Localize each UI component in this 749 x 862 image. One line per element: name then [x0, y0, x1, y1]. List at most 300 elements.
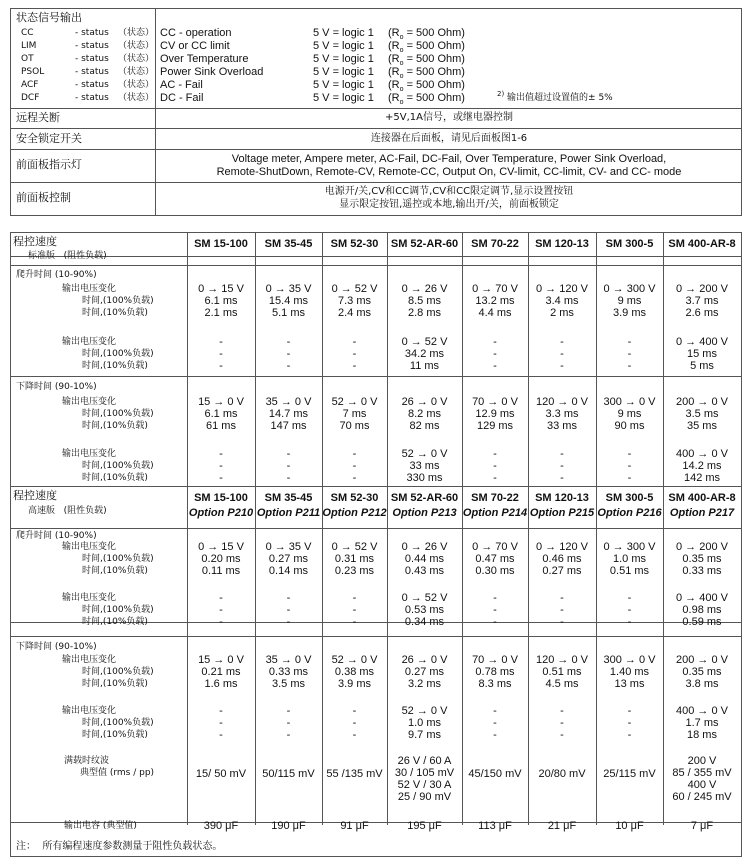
ripple-value: 25 / 90 mV [397, 791, 452, 803]
resistance-value: = 500 Ohm) [403, 79, 465, 91]
data-cell: - [352, 448, 357, 460]
data-cell: - [560, 348, 564, 360]
status-text: - status [75, 41, 109, 51]
row-label-100: 时间,(100%负载) [82, 461, 154, 471]
data-cell: 35 → 0 V [265, 654, 312, 666]
status-code: OT [21, 54, 34, 64]
data-cell: 70 ms [339, 420, 370, 432]
data-cell: 18 ms [687, 729, 717, 741]
ripple-value: 15/ 50 mV [195, 768, 247, 780]
data-cell: 7 ms [342, 408, 367, 420]
data-cell: 8.2 ms [407, 408, 441, 420]
data-cell: - [560, 448, 564, 460]
capacitance-label: 输出电容 (典型值) [64, 821, 137, 831]
resistance-prefix: (R [388, 40, 400, 52]
controls-line-2: 显示限定按钮,遥控或本地,输出开/关，前面板锁定 [339, 199, 559, 210]
resistance [388, 40, 465, 55]
data-cell: - [560, 729, 564, 741]
data-cell: 14.7 ms [268, 408, 309, 420]
data-cell: 82 ms [409, 420, 440, 432]
logic-level: 5 V = logic 1 [313, 92, 374, 104]
data-cell: 3.5 ms [271, 678, 305, 690]
resistance-prefix: (R [388, 66, 400, 78]
row-label-100: 时间,(100%负载) [82, 349, 154, 359]
interlock-value: 连接器在后面板，请见后面板图1-6 [370, 133, 528, 144]
capacitance-value: 113 μF [478, 820, 512, 832]
row-label-10: 时间,(10%负载) [82, 730, 148, 740]
status-desc: DC - Fail [160, 92, 204, 104]
model-header: SM 300-5 [605, 238, 654, 250]
model-header: SM 120-13 [535, 238, 589, 250]
data-cell: 9.7 ms [407, 729, 441, 741]
data-cell: 0.78 ms [475, 666, 515, 678]
data-cell: 300 → 0 V [603, 396, 656, 408]
data-cell: 0 → 200 V [676, 283, 728, 295]
data-cell: 0.44 ms [404, 553, 445, 565]
resistance [388, 27, 465, 42]
status-desc: Over Temperature [160, 53, 249, 65]
deviation-note [497, 92, 613, 104]
data-cell: - [352, 472, 357, 484]
capacitance-value: 10 μF [615, 820, 644, 832]
data-cell: 1.7 ms [685, 717, 719, 729]
data-cell: 3.7 ms [685, 295, 719, 307]
status-cn: （状态） [118, 67, 155, 77]
data-cell: 52 → 0 V [401, 705, 448, 717]
data-cell: 70 → 0 V [472, 654, 518, 666]
data-cell: 0 → 70 V [472, 283, 518, 295]
data-cell: - [219, 717, 223, 729]
indicators-line-1: Voltage meter, Ampere meter, AC-Fail, DC-Fail, Over Temperature, Power Sink Overload, [231, 153, 667, 165]
row-label-10: 时间,(10%负载) [82, 473, 148, 483]
data-cell: 7.3 ms [337, 295, 371, 307]
data-cell: 0.27 ms [268, 553, 309, 565]
model-header: SM 70-22 [471, 238, 519, 250]
data-cell: - [352, 460, 357, 472]
table-title: 程控速度 [13, 489, 57, 502]
data-cell: 0 → 300 V [603, 541, 656, 553]
deviation-note-text: 输出值超过设置值的± 5% [504, 93, 613, 103]
data-cell: - [627, 616, 632, 628]
status-title: 状态信号输出 [16, 11, 82, 24]
resistance [388, 66, 465, 81]
resistance-value: = 500 Ohm) [403, 92, 465, 104]
data-cell: - [627, 360, 632, 372]
data-cell: 147 ms [270, 420, 307, 432]
row-label-100: 时间,(100%负载) [82, 296, 154, 306]
data-cell: - [219, 604, 223, 616]
data-cell: - [493, 604, 497, 616]
status-desc: CV or CC limit [160, 40, 230, 52]
data-cell: 35 → 0 V [265, 396, 312, 408]
data-cell: 142 ms [683, 472, 721, 484]
model-header: SM 52-30 [330, 238, 379, 250]
data-cell: 0 → 52 V [331, 283, 378, 295]
ripple-value: 20/80 mV [538, 768, 586, 780]
data-cell: - [286, 360, 291, 372]
data-cell: - [352, 604, 357, 616]
resistance-sub: o [399, 86, 404, 94]
status-code: PSOL [21, 67, 45, 77]
option-label: Option P215 [529, 507, 595, 519]
data-cell: 0.98 ms [682, 604, 722, 616]
ripple-value: 25/115 mV [603, 768, 656, 780]
data-cell: - [493, 336, 497, 348]
controls-line-1: 电源开/关,CV和CC调节,CV和CC限定调节,显示设置按钮 [324, 186, 574, 197]
model-header: SM 52-AR-60 [390, 238, 459, 250]
data-cell: - [352, 616, 357, 628]
data-cell: 61 ms [206, 420, 236, 432]
data-cell: - [560, 360, 564, 372]
row-label-10: 时间,(10%负载) [82, 361, 148, 371]
data-cell: 0 → 15 V [198, 541, 244, 553]
row-label-100: 时间,(100%负载) [82, 718, 154, 728]
data-cell: 330 ms [406, 472, 443, 484]
data-cell: - [219, 729, 223, 741]
row-label-10: 时间,(10%负载) [82, 421, 148, 431]
status-code: CC [21, 28, 34, 38]
logic-level: 5 V = logic 1 [313, 66, 374, 78]
indicators-line-2: Remote-ShutDown, Remote-CV, Remote-CC, Output On, CV-limit, CC-limit, CV- and CC- mode [216, 166, 682, 178]
data-cell: - [286, 348, 291, 360]
data-cell: - [627, 348, 632, 360]
resistance-value: = 500 Ohm) [403, 66, 465, 78]
status-cn: （状态） [118, 54, 155, 64]
data-cell: - [286, 448, 291, 460]
data-cell: 120 → 0 V [536, 396, 588, 408]
table-subtitle: 高速版 (阻性负载) [28, 506, 107, 516]
ripple-value: 45/150 mV [468, 768, 522, 780]
data-cell: 0.21 ms [201, 666, 241, 678]
data-cell: 0.35 ms [682, 553, 722, 565]
data-cell: - [493, 448, 497, 460]
data-cell: - [286, 336, 291, 348]
data-cell: 0.47 ms [475, 553, 515, 565]
model-header: SM 300-5 [605, 492, 654, 504]
model-header: SM 15-100 [194, 238, 248, 250]
row-label-10: 时间,(10%负载) [82, 308, 148, 318]
data-cell: - [560, 616, 564, 628]
capacitance-value: 390 μF [203, 820, 239, 832]
data-cell: - [352, 729, 357, 741]
data-cell: 0.35 ms [682, 666, 722, 678]
ripple-value: 60 / 245 mV [672, 791, 732, 803]
model-header: SM 52-30 [330, 492, 379, 504]
row-label-100: 时间,(100%负载) [82, 554, 154, 564]
option-label: Option P213 [392, 507, 457, 519]
data-cell: - [352, 360, 357, 372]
data-cell: - [560, 705, 564, 717]
data-cell: 15 → 0 V [198, 654, 244, 666]
option-label: Option P216 [597, 507, 662, 519]
resistance-sub: o [399, 34, 404, 42]
data-cell: 0 → 52 V [331, 541, 378, 553]
data-cell: 52 → 0 V [331, 654, 378, 666]
remote-off-label: 远程关断 [16, 111, 60, 124]
data-cell: 0.11 ms [201, 565, 241, 577]
ripple-label: 典型值 (rms / pp) [80, 768, 155, 778]
model-header: SM 35-45 [264, 492, 313, 504]
data-cell: - [219, 460, 223, 472]
data-cell: 0.31 ms [334, 553, 375, 565]
data-cell: 0 → 35 V [265, 541, 312, 553]
model-header: SM 400-AR-8 [668, 492, 736, 504]
resistance-sub: o [399, 99, 404, 107]
model-header: SM 120-13 [535, 492, 589, 504]
data-cell: - [627, 717, 632, 729]
ripple-value: 55 /135 mV [326, 768, 383, 780]
data-cell: 0 → 120 V [536, 541, 588, 553]
data-cell: 0.38 ms [334, 666, 375, 678]
logic-level: 5 V = logic 1 [313, 79, 374, 91]
data-cell: 34.2 ms [404, 348, 445, 360]
data-cell: - [286, 729, 291, 741]
data-cell: 12.9 ms [475, 408, 515, 420]
status-code: ACF [21, 80, 39, 90]
data-cell: - [493, 348, 497, 360]
data-cell: 3.8 ms [685, 678, 719, 690]
data-cell: 0 → 400 V [676, 592, 728, 604]
row-label-voltage: 输出电压变化 [62, 284, 117, 294]
section-title: 爬升时间 (10-90%) [16, 531, 97, 541]
data-cell: - [560, 336, 564, 348]
data-cell: 0 → 26 V [401, 541, 448, 553]
data-cell: - [219, 592, 223, 604]
model-header: SM 15-100 [194, 492, 248, 504]
status-desc: CC - operation [160, 27, 232, 39]
data-cell: 0.33 ms [682, 565, 722, 577]
data-cell: 52 → 0 V [401, 448, 448, 460]
status-text: - status [75, 93, 109, 103]
data-cell: 1.40 ms [609, 666, 650, 678]
data-cell: - [493, 460, 497, 472]
row-label-10: 时间,(10%负载) [82, 679, 148, 689]
row-label-voltage: 输出电压变化 [62, 706, 117, 716]
data-cell: - [219, 360, 223, 372]
data-cell: - [219, 348, 223, 360]
row-label-voltage: 输出电压变化 [62, 449, 117, 459]
data-cell: 52 → 0 V [331, 396, 378, 408]
data-cell: 0 → 300 V [603, 283, 656, 295]
section-title: 下降时间 (90-10%) [16, 642, 97, 652]
resistance [388, 92, 465, 107]
status-desc: AC - Fail [160, 79, 203, 91]
data-cell: - [627, 472, 632, 484]
data-cell: - [627, 705, 632, 717]
resistance-sub: o [399, 73, 404, 81]
data-cell: 13 ms [614, 678, 645, 690]
data-cell: 1.0 ms [407, 717, 441, 729]
ripple-value: 52 V / 30 A [397, 779, 452, 791]
resistance-prefix: (R [388, 27, 400, 39]
status-desc: Power Sink Overload [160, 66, 264, 78]
data-cell: 8.5 ms [407, 295, 441, 307]
data-cell: - [352, 336, 357, 348]
capacitance-value: 7 μF [690, 820, 714, 832]
data-cell: - [493, 705, 497, 717]
data-cell: 3.9 ms [337, 678, 371, 690]
data-cell: 0 → 200 V [676, 541, 728, 553]
ripple-value: 30 / 105 mV [394, 767, 455, 779]
data-cell: 15 → 0 V [198, 396, 244, 408]
resistance-value: = 500 Ohm) [403, 27, 465, 39]
data-cell: 0 → 26 V [401, 283, 448, 295]
data-cell: 33 ms [409, 460, 440, 472]
data-cell: 0 → 400 V [676, 336, 728, 348]
data-cell: 13.2 ms [475, 295, 515, 307]
data-cell: - [627, 592, 632, 604]
capacitance-value: 91 μF [340, 820, 369, 832]
data-cell: - [219, 472, 223, 484]
data-cell: 129 ms [476, 420, 514, 432]
data-cell: 3.4 ms [545, 295, 579, 307]
section-title: 爬升时间 (10-90%) [16, 270, 97, 280]
data-cell: 0.34 ms [404, 616, 445, 628]
data-cell: 2.8 ms [407, 307, 441, 319]
data-cell: 6.1 ms [204, 408, 238, 420]
row-label-voltage: 输出电压变化 [62, 593, 117, 603]
ripple-value: 85 / 355 mV [672, 767, 732, 779]
status-text: - status [75, 80, 109, 90]
row-label-voltage: 输出电压变化 [62, 542, 117, 552]
row-label-100: 时间,(100%负载) [82, 667, 154, 677]
data-cell: 3.9 ms [612, 307, 646, 319]
data-cell: 1.0 ms [612, 553, 646, 565]
row-label-10: 时间,(10%负载) [82, 566, 148, 576]
data-cell: 9 ms [617, 295, 642, 307]
row-label-voltage: 输出电压变化 [62, 655, 117, 665]
data-cell: - [627, 460, 632, 472]
data-cell: - [493, 717, 497, 729]
resistance-value: = 500 Ohm) [403, 53, 465, 65]
ripple-value: 200 V [687, 755, 717, 767]
data-cell: - [560, 717, 564, 729]
indicators-label: 前面板指示灯 [16, 158, 82, 171]
status-text: - status [75, 28, 109, 38]
data-cell: 120 → 0 V [536, 654, 588, 666]
capacitance-value: 190 μF [271, 820, 306, 832]
row-label-voltage: 输出电压变化 [62, 397, 117, 407]
option-label: Option P212 [322, 507, 387, 519]
data-cell: - [560, 592, 564, 604]
logic-level: 5 V = logic 1 [313, 27, 374, 39]
ripple-value: 50/115 mV [262, 768, 315, 780]
status-code: DCF [21, 93, 40, 103]
data-cell: - [560, 604, 564, 616]
data-cell: - [352, 348, 357, 360]
data-cell: 0.14 ms [268, 565, 309, 577]
model-header: SM 70-22 [471, 492, 519, 504]
logic-level: 5 V = logic 1 [313, 53, 374, 65]
data-cell: 0.43 ms [404, 565, 445, 577]
status-cn: （状态） [118, 93, 155, 103]
resistance-sub: o [399, 60, 404, 68]
data-cell: 5 ms [690, 360, 714, 372]
data-cell: - [493, 592, 497, 604]
interlock-label: 安全锁定开关 [16, 132, 82, 145]
data-cell: 5.1 ms [271, 307, 305, 319]
data-cell: 0.27 ms [404, 666, 445, 678]
resistance-prefix: (R [388, 92, 400, 104]
data-cell: 35 ms [687, 420, 717, 432]
resistance-sub: o [399, 47, 404, 55]
remote-off-value: +5V,1A信号，或继电器控制 [385, 112, 513, 123]
data-cell: 3.5 ms [685, 408, 719, 420]
data-cell: 90 ms [614, 420, 645, 432]
model-header: SM 52-AR-60 [390, 492, 459, 504]
data-cell: - [493, 472, 497, 484]
data-cell: 8.3 ms [478, 678, 512, 690]
option-label: Option P214 [462, 507, 528, 519]
data-cell: - [286, 705, 291, 717]
data-cell: 0 → 15 V [198, 283, 244, 295]
data-cell: 0.23 ms [334, 565, 375, 577]
data-cell: 3.2 ms [407, 678, 441, 690]
row-label-voltage: 输出电压变化 [62, 337, 117, 347]
data-cell: - [219, 336, 223, 348]
capacitance-value: 21 μF [547, 820, 577, 832]
status-text: - status [75, 54, 109, 64]
controls-label: 前面板控制 [16, 191, 71, 204]
data-cell: 26 → 0 V [401, 396, 448, 408]
row-label-100: 时间,(100%负载) [82, 409, 154, 419]
data-cell: - [286, 592, 291, 604]
data-cell: - [627, 604, 632, 616]
data-cell: - [352, 592, 357, 604]
model-header: SM 400-AR-8 [668, 238, 736, 250]
data-cell: - [627, 448, 632, 460]
option-label: Option P211 [256, 507, 321, 519]
model-header: SM 35-45 [264, 238, 313, 250]
data-cell: 2 ms [550, 307, 574, 319]
data-cell: 4.4 ms [478, 307, 512, 319]
data-cell: 0.51 ms [609, 565, 650, 577]
data-cell: - [219, 616, 223, 628]
data-cell: 2.1 ms [204, 307, 238, 319]
data-cell: 33 ms [547, 420, 577, 432]
data-cell: 6.1 ms [204, 295, 238, 307]
table-subtitle: 标准版 (阻性负载) [28, 251, 107, 261]
data-cell: 2.4 ms [337, 307, 371, 319]
data-cell: 4.5 ms [545, 678, 579, 690]
data-cell: - [352, 705, 357, 717]
data-cell: 0.20 ms [201, 553, 241, 565]
data-cell: 0 → 70 V [472, 541, 518, 553]
data-cell: - [286, 460, 291, 472]
option-label: Option P210 [188, 507, 254, 519]
data-cell: - [219, 705, 223, 717]
status-text: - status [75, 67, 109, 77]
data-cell: 0 → 52 V [401, 336, 448, 348]
data-cell: 26 → 0 V [401, 654, 448, 666]
deviation-note-ref: 2) [497, 90, 505, 98]
data-cell: - [560, 472, 564, 484]
data-cell: 0.53 ms [404, 604, 445, 616]
resistance-prefix: (R [388, 79, 400, 91]
ripple-label: 满载时纹波 [64, 756, 110, 766]
resistance-value: = 500 Ohm) [403, 40, 465, 52]
data-cell: - [627, 729, 632, 741]
row-label-100: 时间,(100%负载) [82, 605, 154, 615]
data-cell: - [286, 616, 291, 628]
option-label: Option P217 [669, 507, 735, 519]
data-cell: - [286, 472, 291, 484]
data-cell: 0 → 120 V [536, 283, 588, 295]
data-cell: 15.4 ms [268, 295, 309, 307]
data-cell: 0.27 ms [542, 565, 582, 577]
data-cell: - [627, 336, 632, 348]
data-cell: 1.6 ms [204, 678, 238, 690]
